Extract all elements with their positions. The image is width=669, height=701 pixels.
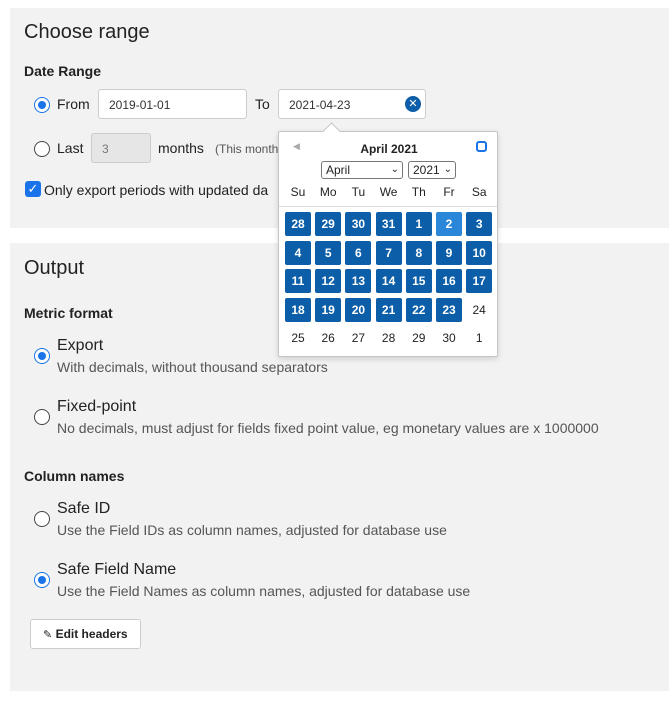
weekday-header: We (379, 185, 398, 199)
calendar-day[interactable]: 18 (285, 298, 311, 322)
calendar-day[interactable]: 5 (315, 241, 341, 265)
month-select[interactable] (321, 161, 403, 179)
calendar-day[interactable]: 23 (436, 298, 462, 322)
calendar-day[interactable]: 6 (345, 241, 371, 265)
clear-date-icon[interactable]: ✕ (405, 96, 421, 112)
calendar-day[interactable]: 31 (376, 212, 402, 236)
weekday-header: Sa (471, 185, 487, 199)
calendar-day[interactable]: 1 (406, 212, 432, 236)
calendar-day[interactable]: 24 (472, 302, 486, 317)
weekday-header: Th (411, 185, 426, 199)
calendar-day[interactable]: 4 (285, 241, 311, 265)
calendar-day[interactable]: 12 (315, 269, 341, 293)
calendar-day[interactable]: 30 (442, 331, 456, 345)
only-export-checkbox[interactable]: ✓ (25, 181, 41, 197)
export-label: Export (57, 337, 104, 354)
calendar-day[interactable]: 26 (321, 331, 335, 345)
calendar-day[interactable]: 11 (285, 269, 311, 293)
chevron-left-icon[interactable]: ◀ (293, 141, 300, 151)
fixed-point-label: Fixed-point (57, 398, 137, 415)
calendar-day[interactable]: 13 (345, 269, 371, 293)
edit-headers-button[interactable] (30, 619, 141, 649)
next-month-icon[interactable] (476, 141, 487, 152)
calendar-day[interactable]: 15 (406, 269, 432, 293)
year-select-value: 2021 (413, 163, 440, 177)
calendar-day[interactable]: 14 (376, 269, 402, 293)
only-export-label: Only export periods with updated da (44, 182, 269, 198)
datepicker-divider (279, 206, 497, 207)
date-range-label: Date Range (24, 63, 102, 79)
calendar-day[interactable]: 22 (406, 298, 432, 322)
calendar-day[interactable]: 7 (376, 241, 402, 265)
export-description: With decimals, without thousand separators (57, 359, 328, 375)
calendar-day[interactable]: 3 (466, 212, 492, 236)
calendar-day[interactable]: 1 (475, 331, 483, 345)
edit-headers-label: Edit headers (55, 627, 128, 641)
calendar-day[interactable]: 2 (436, 212, 462, 236)
from-date-input[interactable]: 2019-01-01 (98, 89, 247, 119)
export-radio[interactable] (34, 348, 50, 364)
last-radio[interactable] (34, 141, 50, 157)
safe-id-label: Safe ID (57, 500, 111, 517)
chevron-down-icon: ⌄ (390, 164, 399, 175)
calendar-day[interactable]: 28 (381, 331, 396, 345)
chevron-down-icon: ⌄ (443, 164, 452, 175)
year-select[interactable] (408, 161, 456, 179)
calendar-day[interactable]: 29 (315, 212, 341, 236)
fixed-point-radio[interactable] (34, 409, 50, 425)
weekday-header: Su (290, 185, 306, 199)
calendar-day[interactable]: 19 (315, 298, 341, 322)
calendar-day[interactable]: 17 (466, 269, 492, 293)
fixed-point-description: No decimals, must adjust for fields fixed point value, eg monetary values are x 1000000 (57, 420, 599, 436)
choose-range-title: Choose range (24, 21, 150, 43)
weekday-header: Tu (351, 185, 366, 199)
calendar-day[interactable]: 10 (466, 241, 492, 265)
calendar-day[interactable]: 30 (345, 212, 371, 236)
calendar-day[interactable]: 29 (412, 331, 426, 345)
safe-field-name-description: Use the Field Names as column names, adjusted for database use (57, 583, 471, 599)
to-date-input[interactable] (278, 89, 426, 119)
pencil-icon: ✎ (43, 629, 53, 641)
calendar-day[interactable]: 28 (285, 212, 311, 236)
calendar-day[interactable]: 20 (345, 298, 371, 322)
calendar-day[interactable]: 8 (406, 241, 432, 265)
last-months-input[interactable]: 3 (91, 133, 151, 163)
weekday-header: Mo (319, 185, 337, 199)
from-radio[interactable] (34, 97, 50, 113)
from-label: From (57, 96, 90, 112)
last-label: Last (57, 140, 84, 156)
column-names-label: Column names (24, 468, 125, 484)
calendar-day[interactable]: 16 (436, 269, 462, 293)
weekday-header: Fr (443, 185, 455, 199)
calendar-day[interactable]: 21 (376, 298, 402, 322)
to-label: To (255, 96, 270, 112)
safe-field-name-label: Safe Field Name (57, 561, 177, 578)
safe-id-radio[interactable] (34, 511, 50, 527)
to-date-value: 2021-04-23 (289, 98, 351, 112)
output-title: Output (24, 257, 85, 279)
safe-field-name-radio[interactable] (34, 572, 50, 588)
calendar-day[interactable]: 27 (351, 331, 366, 345)
months-note: (This month (215, 142, 279, 156)
metric-format-label: Metric format (24, 305, 113, 321)
calendar-day[interactable]: 9 (436, 241, 462, 265)
datepicker-popup (278, 131, 498, 357)
safe-id-description: Use the Field IDs as column names, adjusted for database use (57, 522, 447, 538)
month-select-value: April (326, 163, 351, 177)
datepicker-title: April 2021 (360, 142, 418, 156)
calendar-day[interactable]: 25 (291, 331, 305, 345)
months-label: months (158, 140, 204, 156)
